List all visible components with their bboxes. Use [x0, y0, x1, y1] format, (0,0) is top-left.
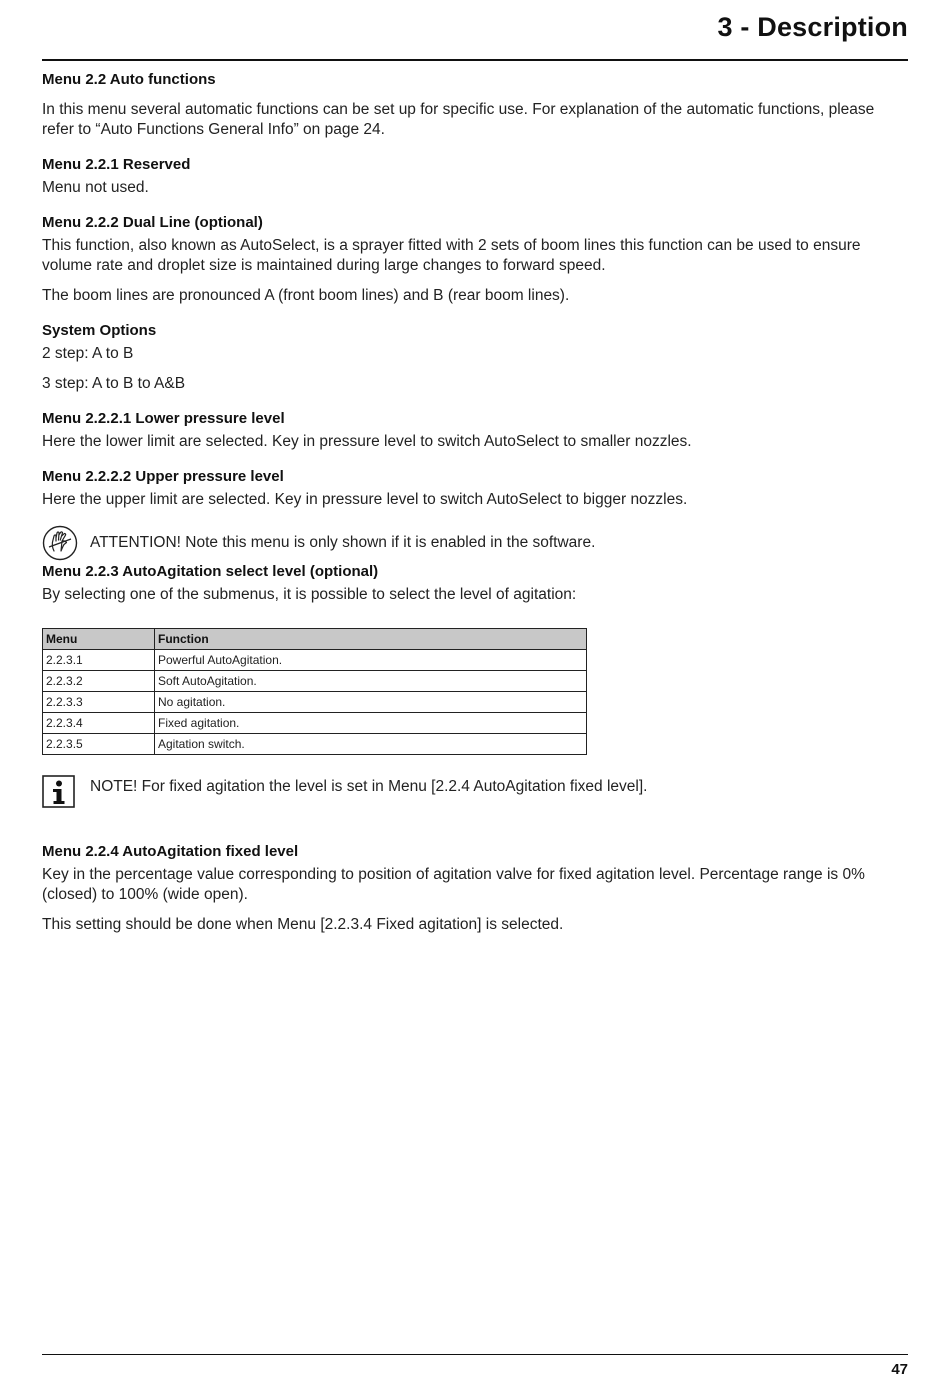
heading-system-options: System Options: [42, 322, 157, 339]
paragraph-menu-2-2-2-2: Here the upper limit are selected. Key in pressure level to switch AutoSelect to bigger nozzles.: [42, 491, 688, 508]
table-row: [43, 692, 587, 713]
heading-menu-2-2: Menu 2.2 Auto functions: [42, 71, 216, 88]
paragraph-menu-2-2: In this menu several automatic functions can be set up for specific use. For explanation of the automatic functions, please refer to “Auto Functions General Info” on page 24.: [42, 101, 875, 138]
paragraph-menu-2-2-4-a: Key in the percentage value corresponding to position of agitation valve for fixed agitation level. Percentage range is 0% (closed) to 100% (wide open).: [42, 866, 865, 903]
header-rule: [42, 59, 908, 61]
heading-menu-2-2-2: Menu 2.2.2 Dual Line (optional): [42, 214, 263, 231]
cell-function: Fixed agitation.: [155, 713, 587, 734]
attention-text: ATTENTION! Note this menu is only shown if it is enabled in the software.: [90, 534, 596, 551]
attention-notice: [42, 525, 908, 561]
heading-menu-2-2-2-2: Menu 2.2.2.2 Upper pressure level: [42, 468, 284, 485]
system-option-3-step: 3 step: A to B to A&B: [42, 375, 186, 392]
table-row: [43, 671, 587, 692]
chapter-title: 3 - Description: [717, 12, 908, 42]
table-row: [43, 650, 587, 671]
attention-hand-icon: [42, 525, 78, 561]
paragraph-menu-2-2-4-b: This setting should be done when Menu [2.2.3.4 Fixed agitation] is selected.: [42, 916, 564, 933]
footer-rule: [42, 1354, 908, 1355]
paragraph-menu-2-2-2-b: The boom lines are pronounced A (front boom lines) and B (rear boom lines).: [42, 287, 570, 304]
paragraph-menu-2-2-3: By selecting one of the submenus, it is possible to select the level of agitation:: [42, 586, 577, 603]
heading-menu-2-2-2-1: Menu 2.2.2.1 Lower pressure level: [42, 410, 285, 427]
note-text: NOTE! For fixed agitation the level is set in Menu [2.2.4 AutoAgitation fixed level].: [90, 778, 648, 795]
cell-function: No agitation.: [155, 692, 587, 713]
table-row: [43, 713, 587, 734]
system-option-2-step: 2 step: A to B: [42, 345, 134, 362]
table-row: [43, 734, 587, 755]
cell-menu: 2.2.3.1: [43, 650, 155, 671]
cell-function: Powerful AutoAgitation.: [155, 650, 587, 671]
heading-menu-2-2-4: Menu 2.2.4 AutoAgitation fixed level: [42, 843, 299, 860]
page-number: 47: [891, 1361, 908, 1378]
cell-menu: 2.2.3.2: [43, 671, 155, 692]
info-icon: [42, 775, 78, 809]
paragraph-menu-2-2-1: Menu not used.: [42, 179, 149, 196]
cell-menu: 2.2.3.4: [43, 713, 155, 734]
info-note: [42, 775, 908, 809]
cell-menu: 2.2.3.3: [43, 692, 155, 713]
column-header-menu: Menu: [43, 629, 155, 650]
cell-function: Soft AutoAgitation.: [155, 671, 587, 692]
heading-menu-2-2-1: Menu 2.2.1 Reserved: [42, 156, 191, 173]
paragraph-menu-2-2-2-a: This function, also known as AutoSelect, is a sprayer fitted with 2 sets of boom lines this function can be used to ensure volume rate and droplet size is maintained during large changes to forward speed.: [42, 237, 861, 274]
table-header-row: [43, 629, 587, 650]
agitation-level-table: [42, 628, 587, 755]
column-header-function: Function: [155, 629, 587, 650]
heading-menu-2-2-3: Menu 2.2.3 AutoAgitation select level (optional): [42, 563, 379, 580]
cell-function: Agitation switch.: [155, 734, 587, 755]
cell-menu: 2.2.3.5: [43, 734, 155, 755]
paragraph-menu-2-2-2-1: Here the lower limit are selected. Key in pressure level to switch AutoSelect to smaller nozzles.: [42, 433, 692, 450]
page-content: [42, 70, 908, 935]
